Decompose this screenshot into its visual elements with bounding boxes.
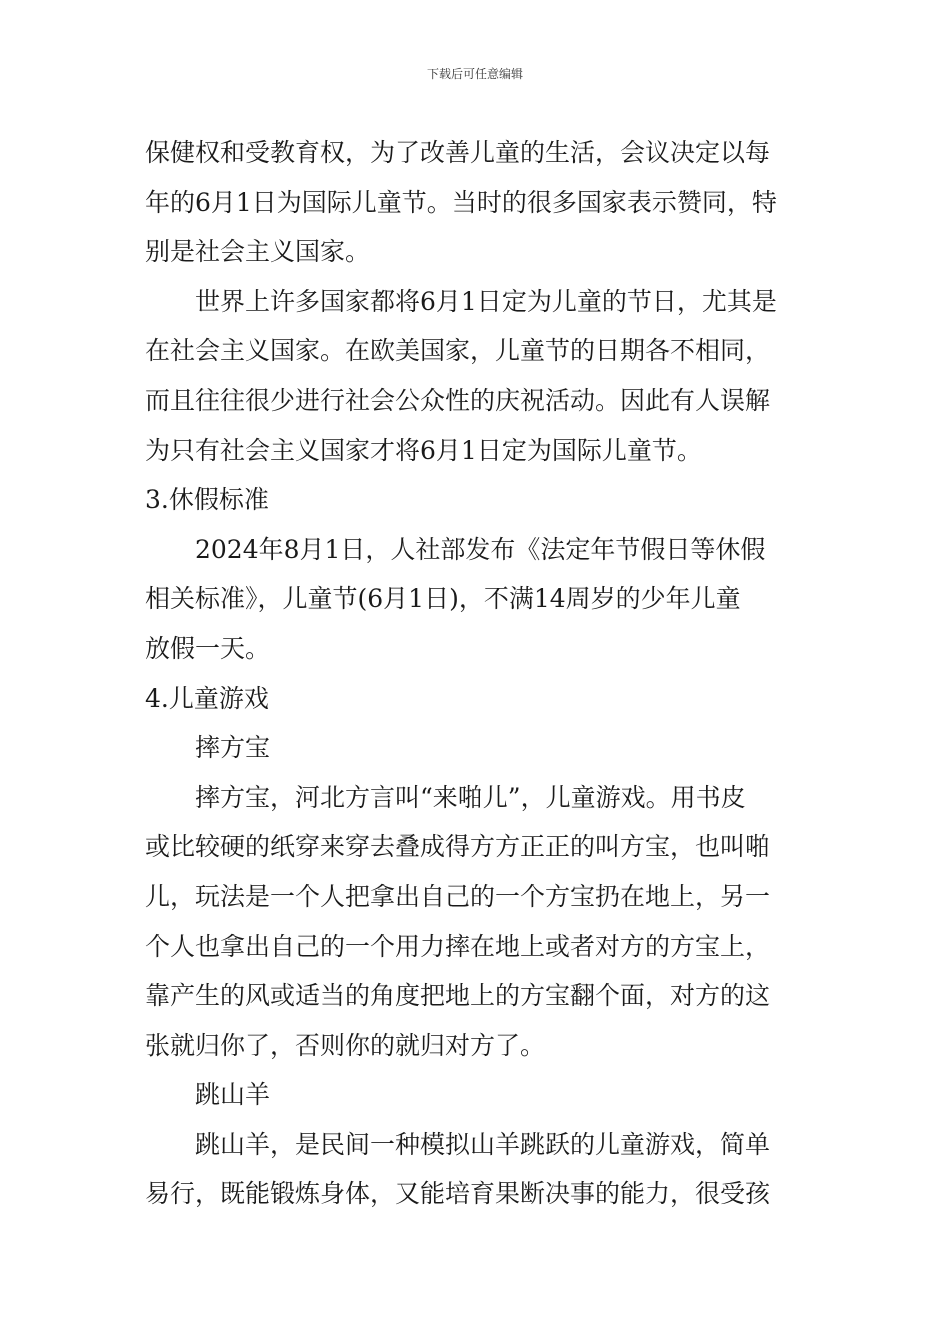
- text-line: 放假一天。: [145, 633, 271, 663]
- section-heading: 3.休假标准: [145, 485, 269, 515]
- text-line: 易行，既能锻炼身体，又能培育果断决事的能力，很受孩: [145, 1179, 771, 1209]
- text-line: 或比较硬的纸穿来穿去叠成得方方正正的叫方宝，也叫啪: [145, 832, 771, 862]
- text-line: 保健权和受教育权，为了改善儿童的生活，会议决定以每: [145, 138, 771, 167]
- text-line: 靠产生的风或适当的角度把地上的方宝翻个面，对方的这: [145, 981, 771, 1011]
- subsection-heading: 摔方宝: [195, 733, 271, 763]
- text-line: 个人也拿出自己的一个用力摔在地上或者对方的方宝上，: [145, 931, 771, 961]
- text-line: 相关标准》，儿童节(6月1日)，不满14周岁的少年儿童: [145, 584, 741, 614]
- text-line: 摔方宝，河北方言叫“来啪儿”，儿童游戏。用书皮: [195, 782, 746, 812]
- text-line: 张就归你了，否则你的就归对方了。: [145, 1030, 546, 1060]
- text-line: 儿，玩法是一个人把拿出自己的一个方宝扔在地上，另一: [145, 881, 771, 911]
- section-heading: 4.儿童游戏: [145, 683, 269, 713]
- page-header-note: 下载后可任意编辑: [426, 67, 523, 81]
- text-line: 在社会主义国家。在欧美国家，儿童节的日期各不相同，: [145, 336, 771, 366]
- document-body: [145, 128, 809, 1219]
- text-line: 为只有社会主义国家才将6月1日定为国际儿童节。: [145, 435, 702, 465]
- text-line: 别是社会主义国家。: [145, 237, 371, 267]
- subsection-heading: 跳山羊: [195, 1080, 271, 1110]
- text-line: 年的6月1日为国际儿童节。当时的很多国家表示赞同，特: [145, 187, 777, 217]
- text-line: 2024年8月1日，人社部发布《法定年节假日等休假: [195, 534, 766, 564]
- text-line: 而且往往很少进行社会公众性的庆祝活动。因此有人误解: [145, 385, 771, 415]
- text-line: 世界上许多国家都将6月1日定为儿童的节日，尤其是: [195, 286, 777, 316]
- text-line: 跳山羊，是民间一种模拟山羊跳跃的儿童游戏，简单: [195, 1129, 771, 1159]
